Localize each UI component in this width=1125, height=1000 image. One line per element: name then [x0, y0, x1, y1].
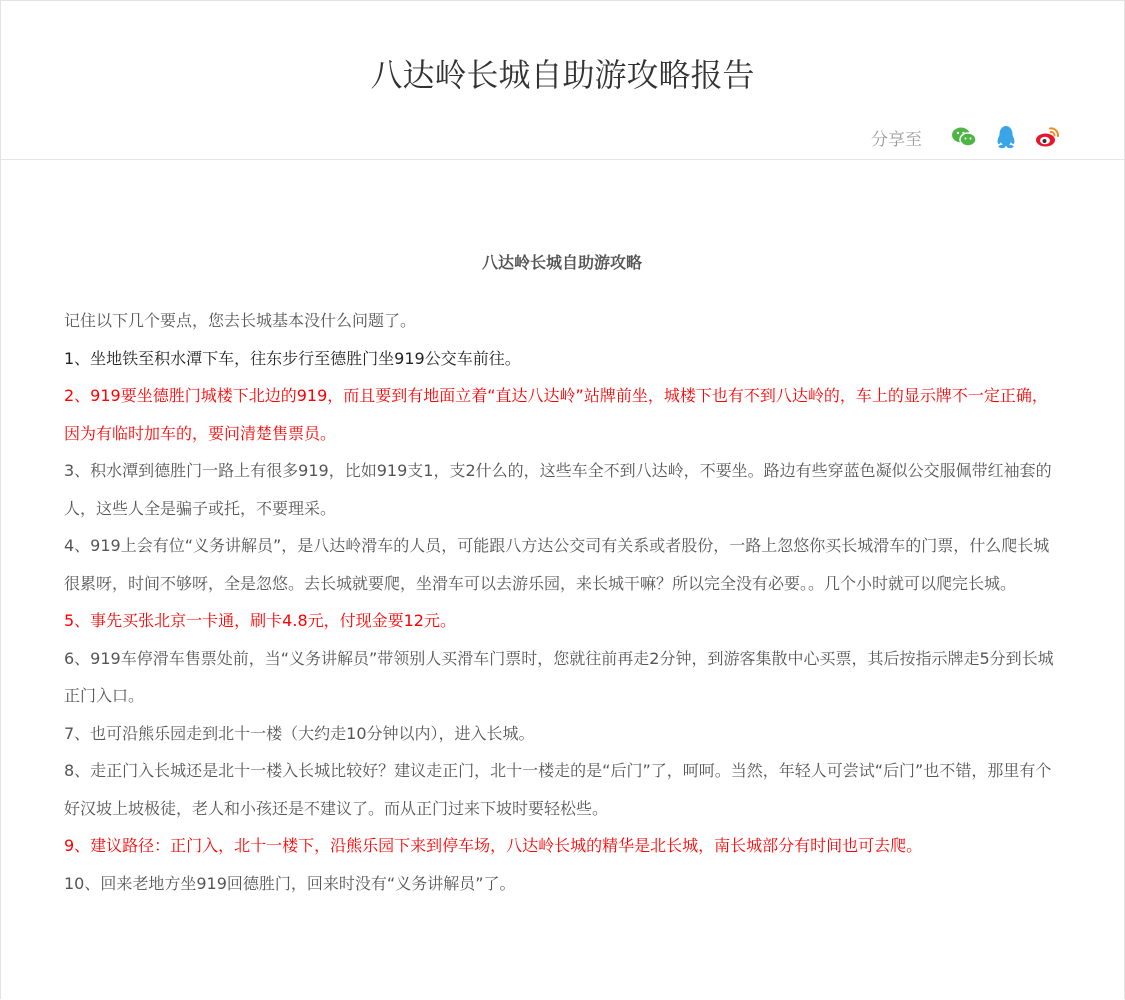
article-paragraph: 4、919上会有位“义务讲解员”，是八达岭滑车的人员，可能跟八方达公交司有关系或者股份，一路上忽悠你买长城滑车的门票，什么爬长城很累呀，时间不够呀，全是忽悠。去长城就要爬，坐滑车可以去游乐园，来长城干嘛？所以完全没有必要。。几个小时就可以爬完长城。: [64, 536, 1050, 593]
article-paragraph: 1、坐地铁至积水潭下车，往东步行至德胜门坐919公交车前往。: [64, 348, 521, 368]
page-title: 八达岭长城自助游攻略报告: [370, 56, 755, 94]
article-body: [64, 302, 1060, 902]
qq-icon[interactable]: [992, 123, 1020, 151]
article-paragraph: 记住以下几个要点，您去长城基本没什么问题了。: [64, 311, 417, 330]
header: [1, 1, 1124, 160]
article-paragraph: 2、919要坐德胜门城楼下北边的919，而且要到有地面立着“直达八达岭”站牌前坐，城楼下也有不到八达岭的，车上的显示牌不一定正确，因为有临时加车的，要问清楚售票员。: [64, 386, 1048, 443]
wechat-icon[interactable]: [950, 123, 978, 151]
weibo-icon[interactable]: [1034, 123, 1062, 151]
article-paragraph: 9、建议路径：正门入，北十一楼下，沿熊乐园下来到停车场，八达岭长城的精华是北长城，南长城部分有时间也可去爬。: [64, 836, 923, 855]
article-paragraph: 3、积水潭到德胜门一路上有很多919，比如919支1，支2什么的，这些车全不到八达岭，不要坐。路边有些穿蓝色凝似公交服佩带红袖套的人，这些人全是骗子或托，不要理采。: [64, 461, 1052, 518]
article-paragraph: 6、919车停滑车售票处前，当“义务讲解员”带领别人买滑车门票时，您就往前再走2分钟，到游客集散中心买票，其后按指示牌走5分到长城正门入口。: [64, 648, 1054, 705]
article-paragraph: 10、回来老地方坐919回德胜门，回来时没有“义务讲解员”了。: [64, 873, 516, 893]
share-label: 分享至: [871, 129, 922, 150]
article-paragraph: 7、也可沿熊乐园走到北十一楼（大约走10分钟以内），进入长城。: [64, 723, 535, 743]
article-paragraph: 5、事先买张北京一卡通，刷卡4.8元，付现金要12元。: [64, 611, 456, 630]
share-bar: [871, 123, 1062, 151]
article-paragraph: 8、走正门入长城还是北十一楼入长城比较好？建议走正门，北十一楼走的是“后门”了，呵呵。当然，年轻人可尝试“后门”也不错，那里有个好汉坡上坡极徒，老人和小孩还是不建议了。而从正门过来下坡时要轻松些。: [64, 761, 1052, 818]
article-content: [64, 231, 1060, 902]
article-heading: 八达岭长城自助游攻略: [481, 253, 642, 272]
